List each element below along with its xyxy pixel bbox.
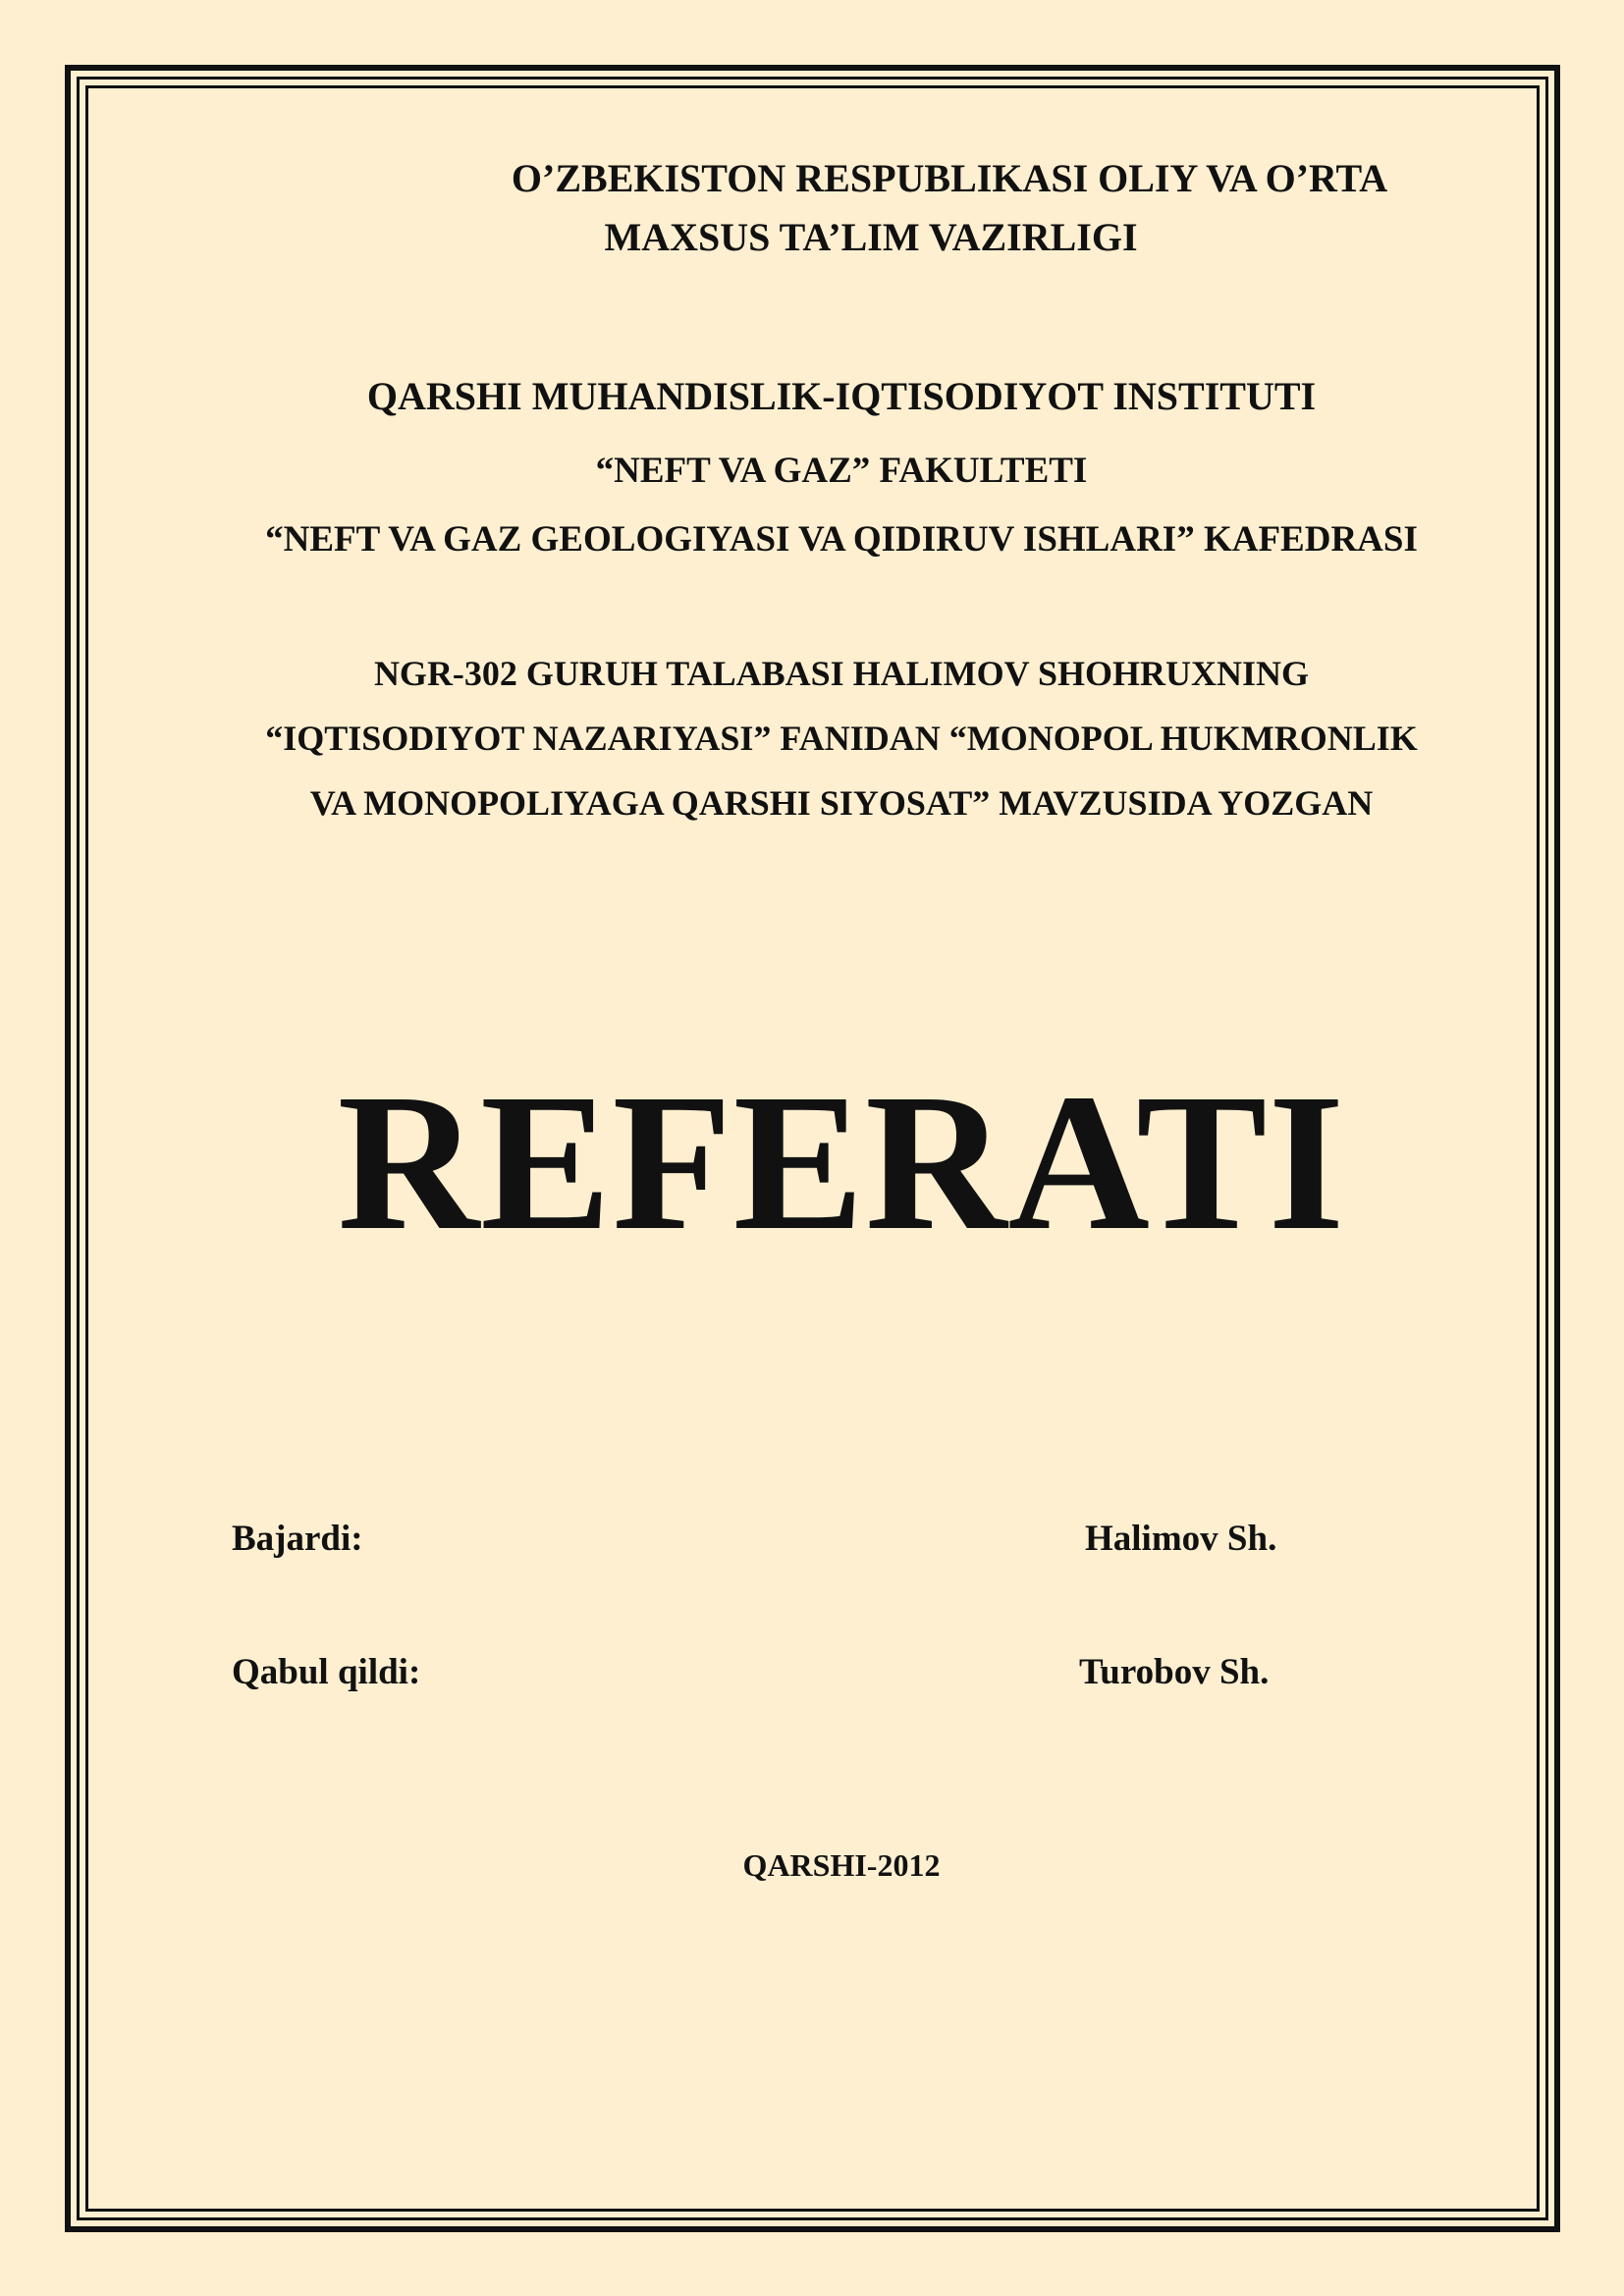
document-title: REFERATI bbox=[337, 1054, 1346, 1271]
ministry-line-1: O’ZBEKISTON RESPUBLIKASI OLIY VA O’RTA bbox=[511, 156, 1388, 200]
accepted-by-label: Qabul qildi: bbox=[232, 1652, 421, 1692]
performed-by-name: Halimov Sh. bbox=[1085, 1519, 1277, 1559]
city-year: QARSHI-2012 bbox=[742, 1847, 941, 1883]
student-info-line-3: VA MONOPOLIYAGA QARSHI SIYOSAT” MAVZUSIDA YOZGAN bbox=[309, 783, 1374, 823]
accepted-by-name: Turobov Sh. bbox=[1079, 1652, 1270, 1692]
student-info-line-2: “IQTISODIYOT NAZARIYASI” FANIDAN “MONOPOL HUKMRONLIK bbox=[265, 719, 1418, 758]
student-info-line-1: NGR-302 GURUH TALABASI HALIMOV SHOHRUXNING bbox=[373, 654, 1310, 693]
faculty-name: “NEFT VA GAZ” FAKULTETI bbox=[595, 451, 1088, 491]
department-name: “NEFT VA GAZ GEOLOGIYASI VA QIDIRUV ISHLARI” KAFEDRASI bbox=[265, 519, 1418, 560]
performed-by-label: Bajardi: bbox=[232, 1519, 363, 1559]
ministry-line-2: MAXSUS TA’LIM VAZIRLIGI bbox=[604, 215, 1138, 259]
institute-name: QARSHI MUHANDISLIK-IQTISODIYOT INSTITUTI bbox=[366, 374, 1317, 418]
